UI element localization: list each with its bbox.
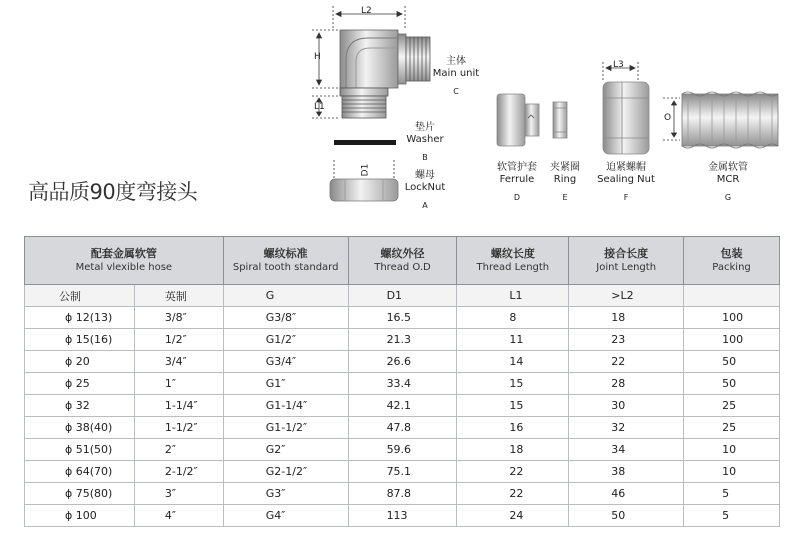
dim-label-l1: L1 xyxy=(314,102,325,112)
label-ring: 夹紧圈 Ring E xyxy=(550,162,580,202)
table-cell: ϕ 25 xyxy=(25,373,135,395)
subheader-cell: 公制 xyxy=(25,285,135,307)
table-cell: 26.6 xyxy=(348,351,457,373)
subheader-cell: >L2 xyxy=(569,285,684,307)
ring-part xyxy=(553,102,567,138)
table-cell: 15 xyxy=(457,395,569,417)
label-washer: 垫片 Washer B xyxy=(406,122,444,162)
table-cell: G1-1/4″ xyxy=(223,395,348,417)
table-cell: 3″ xyxy=(134,483,223,505)
table-cell: 46 xyxy=(569,483,684,505)
table-cell: 15 xyxy=(457,373,569,395)
table-cell: 10 xyxy=(684,461,780,483)
label-mcr: 金属软管 MCR G xyxy=(708,162,748,202)
table-cell: G3/4″ xyxy=(223,351,348,373)
table-cell: 22 xyxy=(569,351,684,373)
table-row xyxy=(25,483,780,505)
table-row xyxy=(25,395,780,417)
spec-table xyxy=(24,236,780,527)
parts-diagram xyxy=(0,0,805,225)
table-cell: G1-1/2″ xyxy=(223,417,348,439)
table-cell: 2-1/2″ xyxy=(134,461,223,483)
subheader-cell: L1 xyxy=(457,285,569,307)
table-cell: 50 xyxy=(569,505,684,527)
table-cell: 18 xyxy=(457,439,569,461)
header-cell: 螺纹标准 Spiral tooth standard xyxy=(223,237,348,285)
subheader-cell: D1 xyxy=(348,285,457,307)
table-cell: 4″ xyxy=(134,505,223,527)
label-main-unit: 主体 Main unit C xyxy=(432,56,480,96)
table-row xyxy=(25,505,780,527)
table-cell: 5 xyxy=(684,483,780,505)
table-cell: ϕ 100 xyxy=(25,505,135,527)
table-cell: 22 xyxy=(457,483,569,505)
table-row xyxy=(25,417,780,439)
table-cell: 22 xyxy=(457,461,569,483)
subheader-cell xyxy=(684,285,780,307)
table-cell: 32 xyxy=(569,417,684,439)
dim-label-d1: D1 xyxy=(360,163,371,177)
table-cell: 3/8″ xyxy=(134,307,223,329)
dim-label-h: H xyxy=(314,52,321,62)
table-cell: 113 xyxy=(348,505,457,527)
table-cell: 10 xyxy=(684,439,780,461)
table-cell: 11 xyxy=(457,329,569,351)
page-title: 高品质90度弯接头 xyxy=(28,180,198,204)
table-cell: 21.3 xyxy=(348,329,457,351)
ferrule-part xyxy=(497,94,539,146)
sealing-nut-part xyxy=(603,82,649,154)
table-cell: ϕ 64(70) xyxy=(25,461,135,483)
table-cell: 87.8 xyxy=(348,483,457,505)
table-cell: 1-1/2″ xyxy=(134,417,223,439)
washer-part xyxy=(334,140,396,145)
table-cell: 30 xyxy=(569,395,684,417)
table-cell: G1″ xyxy=(223,373,348,395)
subheader-cell: G xyxy=(223,285,348,307)
table-row xyxy=(25,307,780,329)
table-cell: 25 xyxy=(684,417,780,439)
table-cell: 42.1 xyxy=(348,395,457,417)
table-row xyxy=(25,351,780,373)
table-cell: ϕ 20 xyxy=(25,351,135,373)
table-cell: 16 xyxy=(457,417,569,439)
table-cell: ϕ 75(80) xyxy=(25,483,135,505)
table-cell: 50 xyxy=(684,351,780,373)
table-row xyxy=(25,329,780,351)
table-cell: ϕ 32 xyxy=(25,395,135,417)
table-cell: 75.1 xyxy=(348,461,457,483)
table-cell: 25 xyxy=(684,395,780,417)
table-cell: 3/4″ xyxy=(134,351,223,373)
table-cell: ϕ 51(50) xyxy=(25,439,135,461)
table-cell: G4″ xyxy=(223,505,348,527)
table-cell: 16.5 xyxy=(348,307,457,329)
table-cell: 23 xyxy=(569,329,684,351)
header-cell: 包装 Packing xyxy=(684,237,780,285)
header-cell: 接合长度 Joint Length xyxy=(569,237,684,285)
table-cell: 1-1/4″ xyxy=(134,395,223,417)
label-sealing-nut: 迫紧螺帽 Sealing Nut F xyxy=(597,162,655,202)
table-row xyxy=(25,373,780,395)
subheader-cell: 英制 xyxy=(134,285,223,307)
table-cell: 34 xyxy=(569,439,684,461)
table-cell: ϕ 15(16) xyxy=(25,329,135,351)
table-cell: 1″ xyxy=(134,373,223,395)
table-cell: 1/2″ xyxy=(134,329,223,351)
table-cell: G3/8″ xyxy=(223,307,348,329)
label-locknut: 螺母 LockNut A xyxy=(404,170,446,210)
table-cell: G2″ xyxy=(223,439,348,461)
table-cell: ϕ 12(13) xyxy=(25,307,135,329)
table-cell: 14 xyxy=(457,351,569,373)
table-cell: G2-1/2″ xyxy=(223,461,348,483)
mcr-hose-part xyxy=(682,92,778,148)
dim-label-l3: L3 xyxy=(613,60,624,70)
table-cell: 50 xyxy=(684,373,780,395)
table-cell: 28 xyxy=(569,373,684,395)
table-cell: 5 xyxy=(684,505,780,527)
table-cell: 2″ xyxy=(134,439,223,461)
table-cell: ϕ 38(40) xyxy=(25,417,135,439)
table-body xyxy=(25,307,780,527)
table-cell: G3″ xyxy=(223,483,348,505)
table-cell: 38 xyxy=(569,461,684,483)
table-cell: 8 xyxy=(457,307,569,329)
table-cell: 100 xyxy=(684,329,780,351)
header-cell: 螺纹外径 Thread O.D xyxy=(348,237,457,285)
table-cell: 100 xyxy=(684,307,780,329)
table-subheader-row xyxy=(25,285,780,307)
elbow-main-unit xyxy=(340,30,430,118)
header-cell: 螺纹长度 Thread Length xyxy=(457,237,569,285)
table-cell: G1/2″ xyxy=(223,329,348,351)
table-row xyxy=(25,439,780,461)
header-cell: 配套金属软管 Metal vlexible hose xyxy=(25,237,224,285)
table-cell: 18 xyxy=(569,307,684,329)
table-header-row xyxy=(25,237,780,285)
table-cell: 33.4 xyxy=(348,373,457,395)
table-row xyxy=(25,461,780,483)
table-cell: 47.8 xyxy=(348,417,457,439)
dim-label-o: O xyxy=(664,113,672,123)
table-cell: 59.6 xyxy=(348,439,457,461)
dim-label-l2: L2 xyxy=(361,6,372,16)
table-cell: 24 xyxy=(457,505,569,527)
label-ferrule: 软管护套 Ferrule D xyxy=(497,162,537,202)
